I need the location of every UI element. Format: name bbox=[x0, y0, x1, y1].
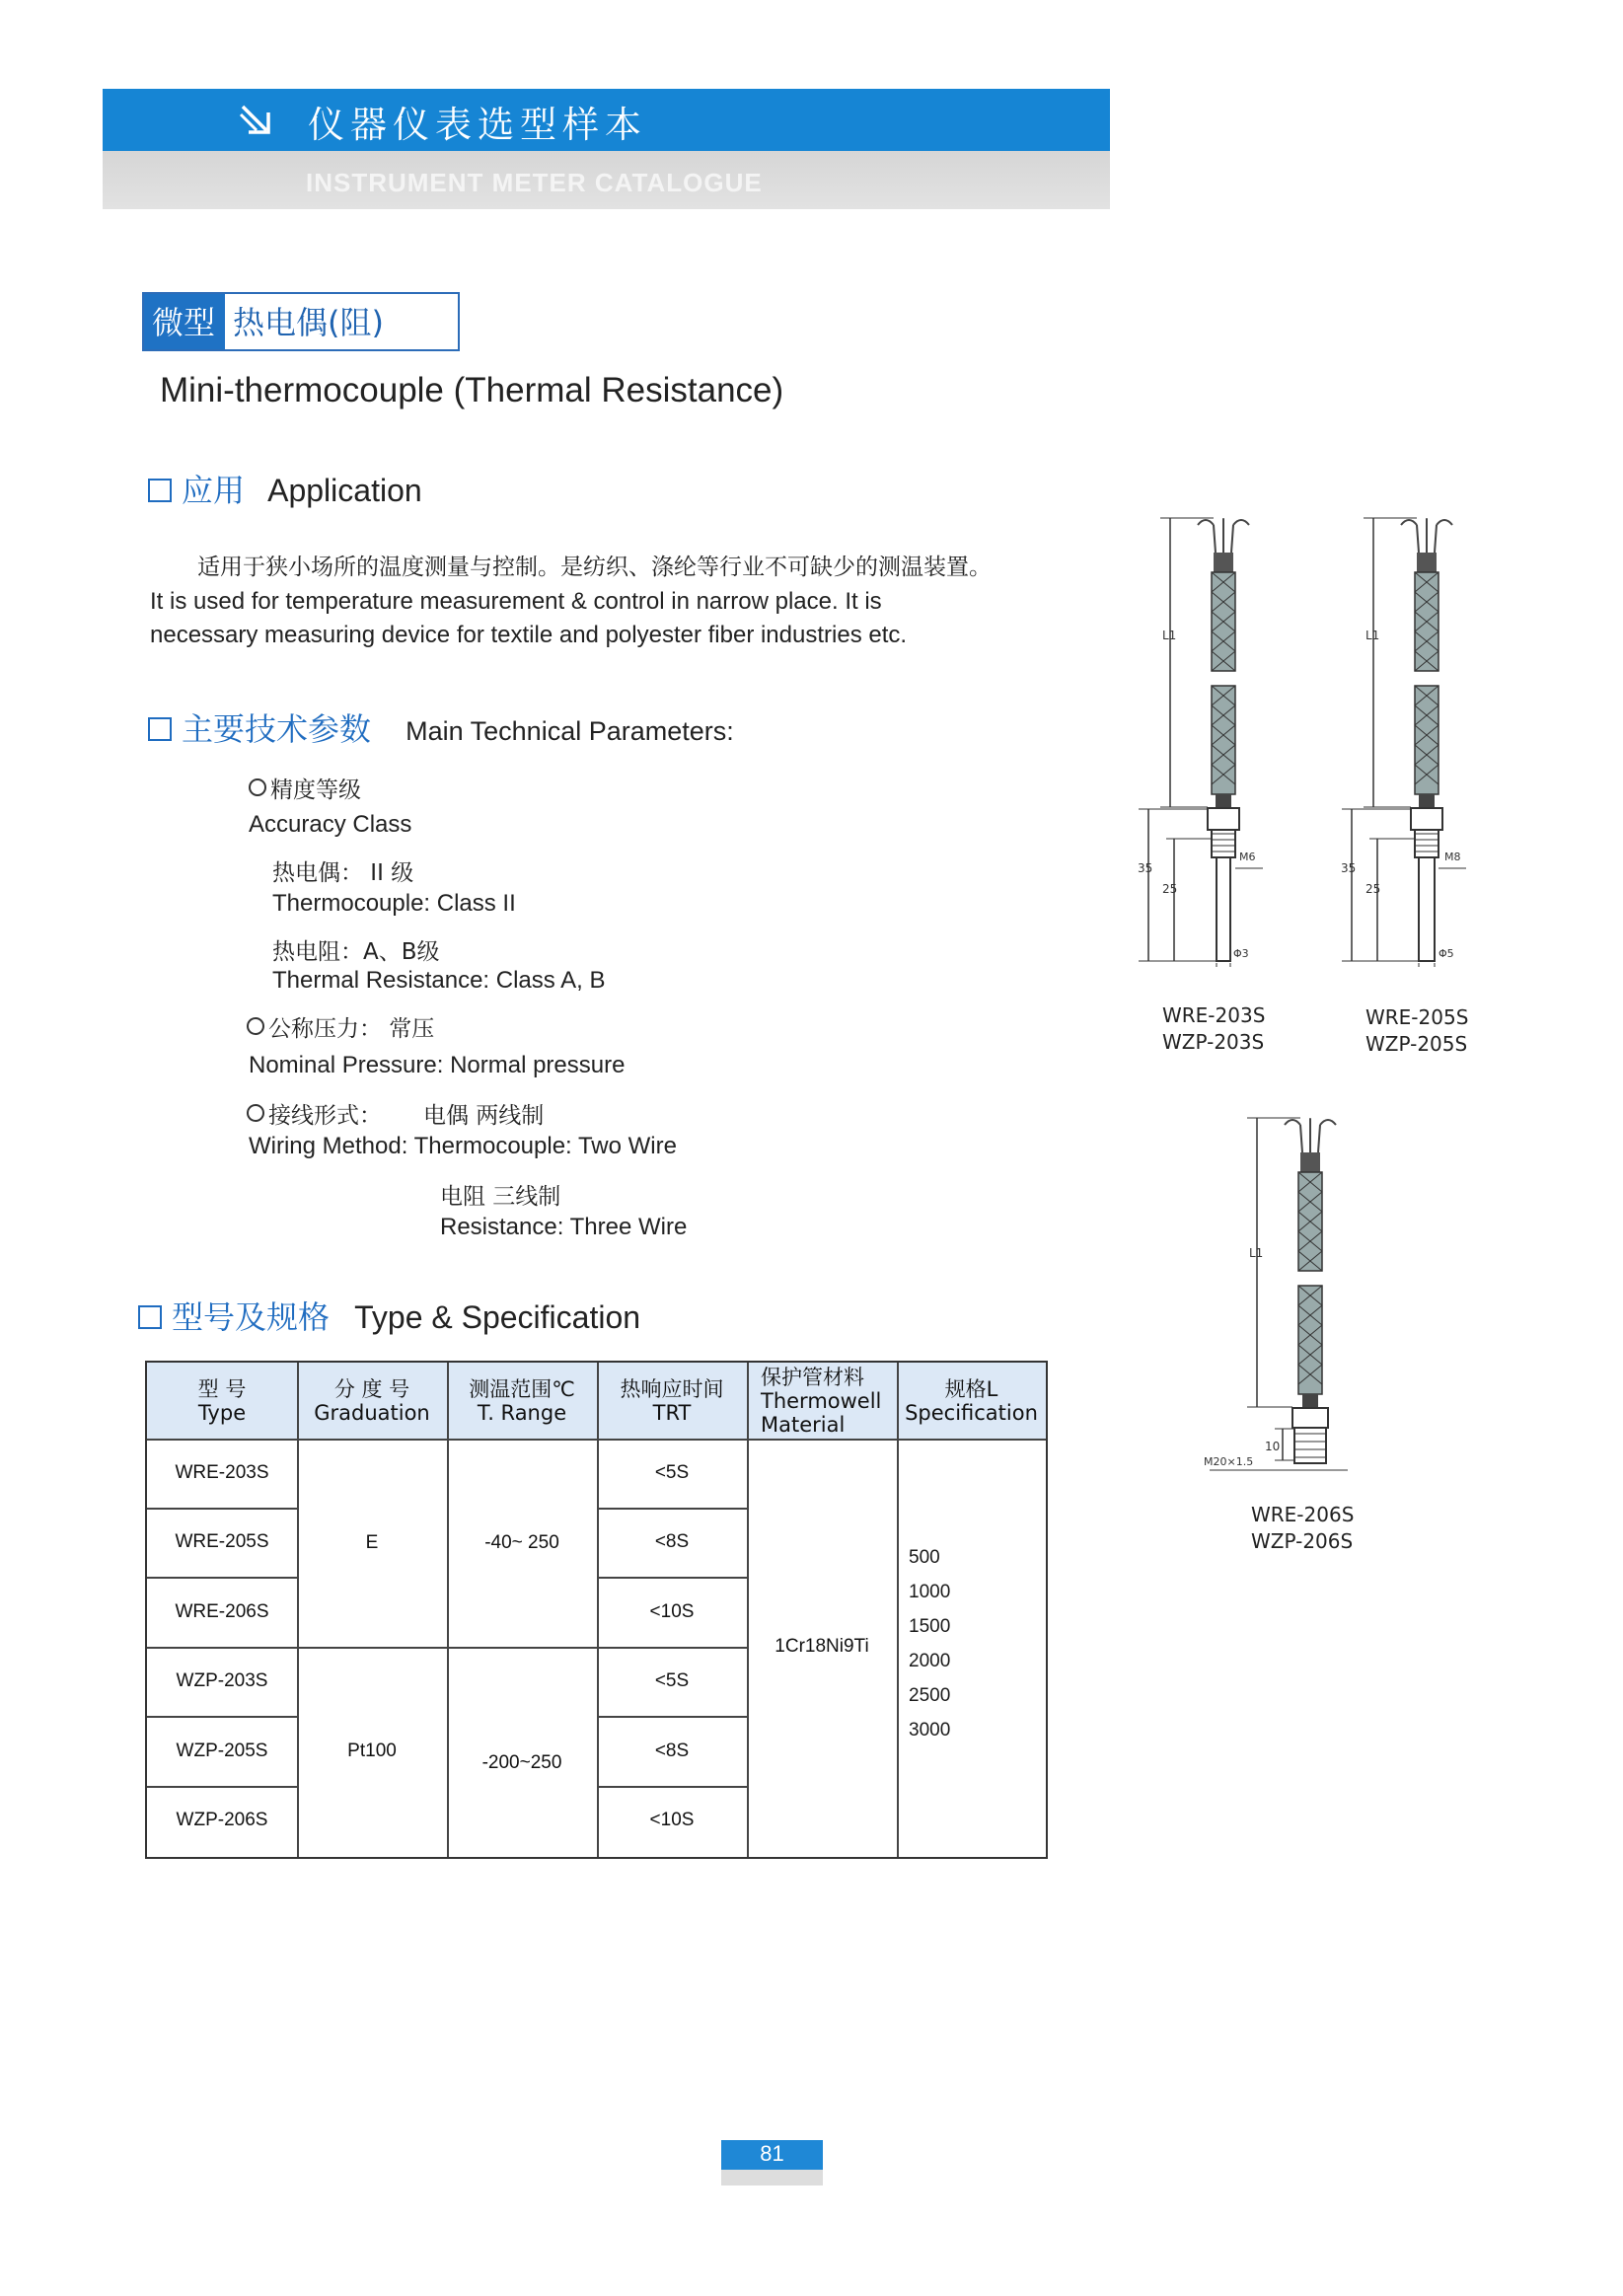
graduation-cell: E bbox=[365, 1531, 379, 1553]
dim-35-205s: 35 bbox=[1341, 861, 1357, 875]
dim-10-206s: 10 bbox=[1265, 1440, 1281, 1453]
application-text-en-2: necessary measuring device for textile and polyester fiber industries etc. bbox=[150, 622, 908, 648]
col-header-trt: 热响应时间 TRT bbox=[597, 1363, 747, 1439]
thermocouple-class-en: Thermocouple: Class II bbox=[272, 890, 516, 917]
fig-label-wre-205s: WRE-205S bbox=[1365, 1005, 1469, 1029]
list-item: 2000 bbox=[909, 1651, 951, 1671]
application-text-en-1: It is used for temperature measurement & control in narrow place. It is bbox=[150, 588, 882, 615]
table-row-type: WRE-203S bbox=[175, 1462, 269, 1483]
col-header-graduation: 分 度 号 Graduation bbox=[297, 1363, 447, 1439]
product-title-highlight: 微型 bbox=[144, 294, 225, 349]
trt-cell: <5S bbox=[654, 1462, 690, 1483]
trt-cell: <8S bbox=[654, 1531, 690, 1552]
dim-dia-205s: Φ5 bbox=[1439, 947, 1454, 960]
range-cell: -200~250 bbox=[481, 1751, 562, 1773]
list-item: 2500 bbox=[909, 1685, 951, 1706]
dim-l1-206s: L1 bbox=[1249, 1246, 1264, 1260]
product-title-box bbox=[142, 292, 460, 351]
wiring-cn: 接线形式： 电偶 两线制 bbox=[247, 1097, 544, 1130]
list-item: 1500 bbox=[909, 1616, 951, 1637]
rtd-class-en: Thermal Resistance: Class A, B bbox=[272, 967, 606, 994]
spec-table bbox=[145, 1361, 1048, 1859]
dim-thread-205s: M8 bbox=[1444, 851, 1461, 863]
page-number-shadow bbox=[721, 2170, 823, 2185]
accuracy-en: Accuracy Class bbox=[249, 811, 412, 838]
fig-label-wzp-205s: WZP-205S bbox=[1365, 1032, 1468, 1056]
dim-l1-203s: L1 bbox=[1162, 629, 1177, 642]
fig-label-wzp-206s: WZP-206S bbox=[1251, 1529, 1354, 1553]
dim-25-203s: 25 bbox=[1162, 882, 1178, 896]
rtd-class-cn: 热电阻：A、B级 bbox=[272, 939, 440, 965]
list-item: 500 bbox=[909, 1547, 940, 1568]
spec-length-list bbox=[909, 1540, 950, 1747]
circle-bullet-icon bbox=[247, 1104, 264, 1122]
fig-label-wre-206s: WRE-206S bbox=[1251, 1503, 1355, 1526]
parameters-heading bbox=[148, 704, 734, 750]
list-item: 1000 bbox=[909, 1582, 951, 1602]
catalogue-title-cn: 仪器仪表选型样本 bbox=[308, 104, 647, 146]
col-header-type: 型 号 Type bbox=[147, 1363, 297, 1439]
pressure-en: Nominal Pressure: Normal pressure bbox=[249, 1052, 626, 1078]
trt-cell: <8S bbox=[654, 1740, 690, 1761]
col-header-material: 保护管材料 Thermowell Material bbox=[747, 1363, 897, 1439]
thermocouple-class-cn: 热电偶： II 级 bbox=[272, 860, 414, 886]
table-row-type: WZP-203S bbox=[176, 1670, 268, 1691]
dim-thread-206s: M20×1.5 bbox=[1204, 1455, 1254, 1468]
circle-bullet-icon bbox=[247, 1017, 264, 1035]
material-cell: 1Cr18Ni9Ti bbox=[775, 1636, 869, 1657]
dim-25-205s: 25 bbox=[1365, 882, 1381, 896]
trt-cell: <10S bbox=[649, 1810, 695, 1830]
product-title-en: Mini-thermocouple (Thermal Resistance) bbox=[160, 371, 784, 409]
wiring-rtd-cn: 电阻 三线制 bbox=[440, 1184, 561, 1210]
application-text-cn: 适用于狭小场所的温度测量与控制。是纺织、涤纶等行业不可缺少的测温装置。 bbox=[197, 555, 992, 580]
square-bullet-icon bbox=[148, 479, 172, 502]
parameters-heading-en: Main Technical Parameters: bbox=[406, 716, 734, 746]
sensor-drawing-206s bbox=[1200, 1113, 1367, 1488]
application-heading-cn: 应用 bbox=[182, 472, 246, 509]
diagonal-arrow-icon bbox=[237, 101, 276, 140]
graduation-cell: Pt100 bbox=[347, 1740, 397, 1761]
product-title-rest: 热电偶(阻) bbox=[233, 304, 384, 341]
square-bullet-icon bbox=[138, 1305, 162, 1329]
fig-label-wzp-203s: WZP-203S bbox=[1162, 1030, 1265, 1054]
sensor-drawing-205s bbox=[1338, 513, 1486, 967]
table-row-type: WZP-205S bbox=[176, 1740, 268, 1761]
parameters-heading-cn: 主要技术参数 bbox=[182, 710, 372, 748]
trt-cell: <5S bbox=[654, 1670, 690, 1691]
application-heading-en: Application bbox=[267, 473, 422, 508]
list-item: 3000 bbox=[909, 1720, 951, 1741]
table-row-type: WRE-206S bbox=[175, 1600, 269, 1622]
sensor-drawing-203s bbox=[1135, 513, 1283, 967]
table-row-type: WRE-205S bbox=[175, 1531, 269, 1552]
square-bullet-icon bbox=[148, 717, 172, 741]
circle-bullet-icon bbox=[249, 778, 266, 796]
spec-heading bbox=[138, 1293, 640, 1338]
trt-cell: <10S bbox=[649, 1600, 695, 1622]
dim-35-203s: 35 bbox=[1138, 861, 1153, 875]
dim-thread-203s: M6 bbox=[1239, 851, 1256, 863]
range-cell: -40~ 250 bbox=[484, 1531, 559, 1553]
spec-heading-cn: 型号及规格 bbox=[172, 1298, 331, 1336]
spec-heading-en: Type & Specification bbox=[354, 1299, 641, 1335]
col-header-spec: 规格L Specification bbox=[897, 1363, 1046, 1439]
catalogue-title-en: INSTRUMENT METER CATALOGUE bbox=[306, 168, 763, 197]
col-header-range: 测温范围℃ T. Range bbox=[447, 1363, 597, 1439]
wiring-en: Wiring Method: Thermocouple: Two Wire bbox=[249, 1133, 677, 1159]
application-heading bbox=[148, 466, 422, 511]
fig-label-wre-203s: WRE-203S bbox=[1162, 1003, 1266, 1027]
dim-l1-205s: L1 bbox=[1365, 629, 1380, 642]
accuracy-cn: 精度等级 bbox=[249, 772, 361, 804]
wiring-rtd-en: Resistance: Three Wire bbox=[440, 1214, 688, 1240]
pressure-cn: 公称压力： 常压 bbox=[247, 1010, 434, 1043]
dim-dia-203s: Φ3 bbox=[1233, 947, 1249, 960]
page-number: 81 bbox=[760, 2141, 784, 2166]
table-row-type: WZP-206S bbox=[176, 1810, 268, 1830]
